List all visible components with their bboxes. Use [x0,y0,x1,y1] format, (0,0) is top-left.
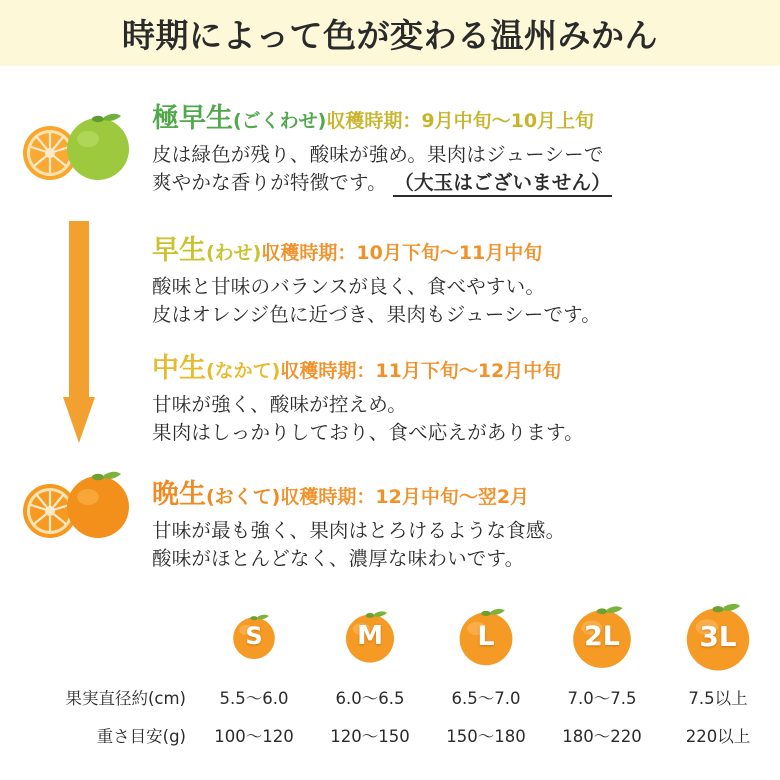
section-body [152,273,778,328]
size-label: L [477,620,495,652]
title-banner [0,0,780,66]
table-cell: 220以上 [685,727,751,746]
size-label: S [245,622,263,650]
section-name: 晩生 [152,479,206,510]
color-progression-column [0,66,150,596]
size-icon-cell [196,600,312,672]
table-row [0,716,780,754]
table-row [0,678,780,716]
orange-mikan-illustration [18,466,138,546]
section-body-line-2: 皮はオレンジ色に近づき、果肉もジューシーです。 [152,302,602,326]
size-measurement-table [0,678,780,754]
section-body-line-2: 酸味がほとんどなく、濃厚な味わいです。 [152,546,525,570]
size-label: 2L [584,620,620,652]
section-kana: (ごくわせ) [233,110,327,132]
table-cell: 7.0〜7.5 [567,689,637,708]
section-body-line-1: 甘味が強く、酸味が控えめ。 [152,393,407,416]
section-kana: (わせ) [206,242,262,264]
section-body-line-1: 甘味が最も強く、果肉はとろけるような食感。 [152,519,566,542]
section-okute [152,472,778,572]
row-header: 果実直径約(cm) [65,689,186,708]
size-icon-cell [312,600,428,672]
section-harvest-period: 収穫時期：9月中旬〜10月上旬 [326,110,595,132]
section-body-line-2: 爽やかな香りが特徴です。 （大玉はございません） [152,169,778,197]
size-label: 3L [699,619,737,653]
section-nakate [152,346,778,446]
green-mikan-illustration [18,108,138,188]
row-header: 重さ目安(g) [96,727,186,746]
size-icon-cell [428,600,544,672]
size-chart [0,600,780,780]
section-harvest-period: 収穫時期：10月下旬〜11月中旬 [261,242,543,264]
table-cell: 6.5〜7.0 [451,689,521,708]
size-icons-row [196,600,780,672]
table-cell: 120〜150 [330,727,410,746]
section-body-line-2: 果肉はしっかりしており、食べ応えがあります。 [152,420,584,444]
section-harvest-period: 収穫時期：12月中旬〜翌2月 [280,486,530,508]
table-cell: 100〜120 [214,727,294,746]
section-heading [152,346,778,385]
section-wase [152,228,778,328]
section-body [152,141,778,196]
section-note: （大玉はございません） [393,171,612,197]
progression-arrow-icon [63,221,95,446]
section-gokuwase [152,96,778,196]
section-harvest-period: 収穫時期：11月下旬〜12月中旬 [280,360,562,382]
section-body [152,391,778,446]
table-cell: 7.5以上 [688,689,748,708]
table-cell: 150〜180 [446,727,526,746]
size-icon-cell [544,600,660,672]
page-title: 時期によって色が変わる温州みかん [122,15,658,55]
section-body-line-1: 皮は緑色が残り、酸味が強め。果肉はジューシーで [152,143,604,166]
table-cell: 5.5〜6.0 [219,689,289,708]
section-heading [152,96,778,135]
section-name: 中生 [152,353,206,384]
section-kana: (おくて) [206,486,281,508]
table-cell: 180〜220 [562,727,642,746]
size-icon-cell [660,600,776,672]
section-name: 早生 [152,235,206,266]
section-kana: (なかて) [206,360,281,382]
size-label: M [357,621,383,651]
section-body-line-1: 酸味と甘味のバランスが良く、食べやすい。 [152,275,546,298]
section-body [152,517,778,572]
section-heading [152,472,778,511]
section-name: 極早生 [152,103,233,134]
table-cell: 6.0〜6.5 [335,689,405,708]
section-heading [152,228,778,267]
